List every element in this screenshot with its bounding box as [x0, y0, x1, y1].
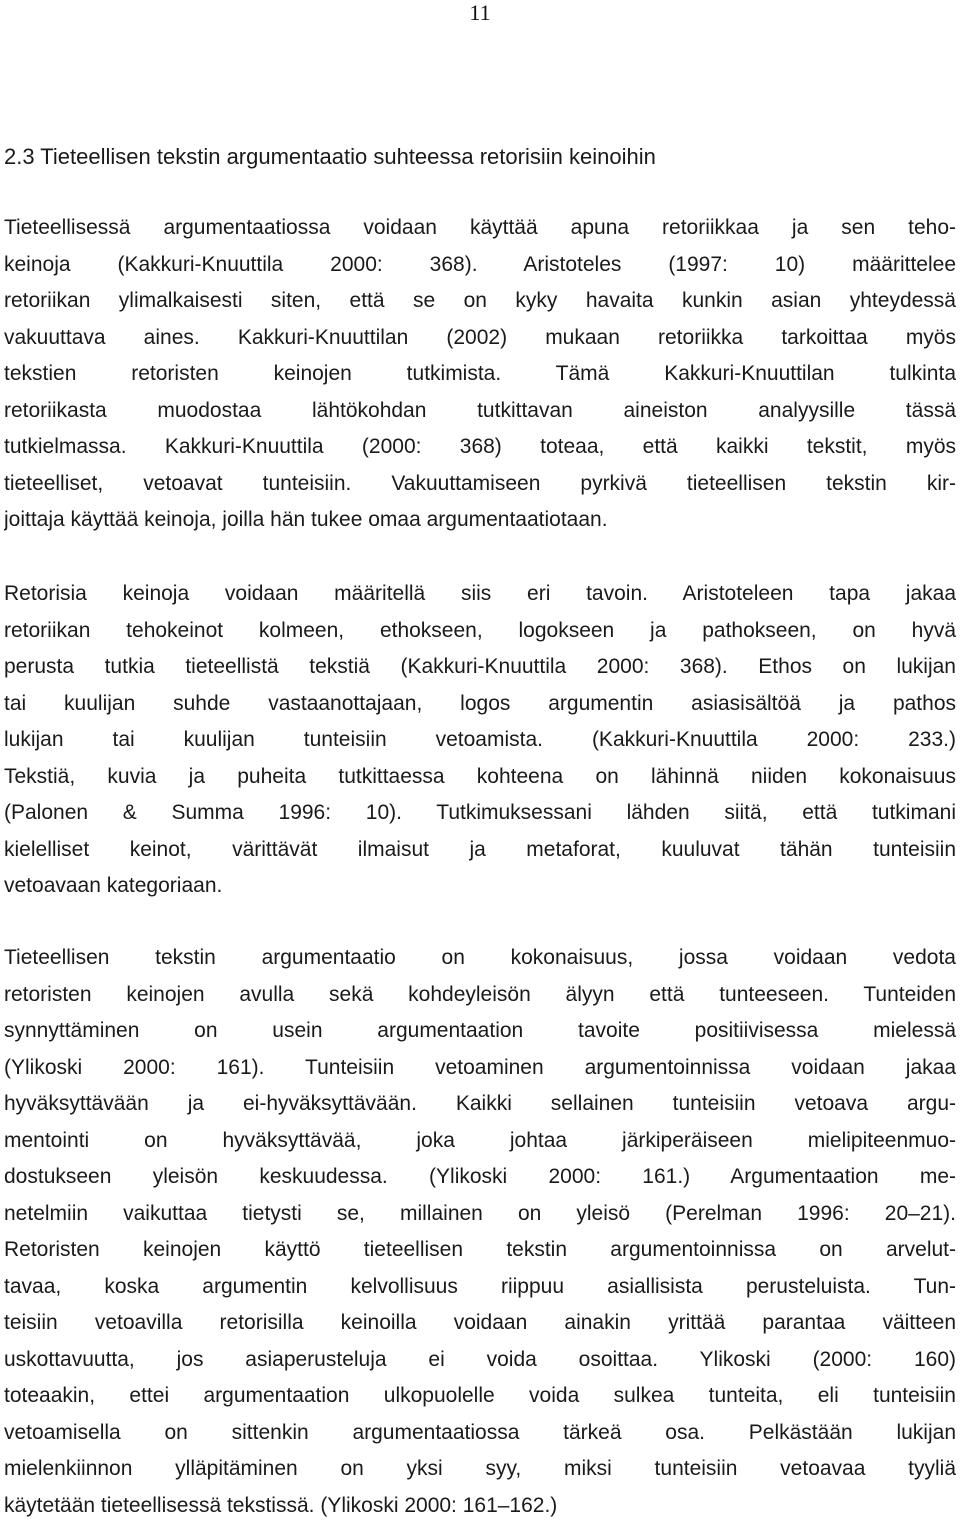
paragraph-line: tutkielmassa. Kakkuri-Knuuttila (2000: 368) toteaa, että kaikki tekstit, myös: [4, 435, 956, 458]
paragraph-line: Tieteellisen tekstin argumentaatio on kokonaisuus, jossa voidaan vedota: [4, 946, 956, 969]
paragraph-line: mielenkiinnon ylläpitäminen on yksi syy, miksi tunteisiin vetoavaa tyyliä: [4, 1457, 956, 1480]
section-heading: 2.3 Tieteellisen tekstin argumentaatio suhteessa retorisiin keinoihin: [4, 144, 656, 169]
paragraph-line: lukijan tai kuulijan tunteisiin vetoamista. (Kakkuri-Knuuttila 2000: 233.): [4, 728, 956, 751]
paragraph-line: retoriikasta muodostaa lähtökohdan tutkittavan aineiston analyysille tässä: [4, 398, 956, 422]
paragraph-line: mentointi on hyväksyttävää, joka johtaa järkiperäiseen mielipiteenmuo-: [4, 1128, 956, 1152]
paragraph-line: netelmiin vaikuttaa tietysti se, millainen on yleisö (Perelman 1996: 20–21).: [4, 1201, 956, 1225]
paragraph-line: retoristen keinojen avulla sekä kohdeyleisön älyyn että tunteeseen. Tunteiden: [4, 982, 956, 1006]
paragraph-1: [4, 210, 956, 539]
paragraph-line: toteaakin, ettei argumentaation ulkopuolelle voida sulkea tunteita, eli tunteisiin: [4, 1384, 956, 1407]
paragraph-line: tavaa, koska argumentin kelvollisuus riippuu asiallisista perusteluista. Tun-: [4, 1274, 956, 1298]
page-number: 11: [469, 0, 491, 25]
paragraph-line: käytetään tieteellisessä tekstissä. (Ylikoski 2000: 161–162.): [4, 1493, 558, 1517]
paragraph-line: (Palonen & Summa 1996: 10). Tutkimuksessani lähden siitä, että tutkimani: [4, 801, 956, 824]
paragraph-line: hyväksyttävään ja ei-hyväksyttävään. Kaikki sellainen tunteisiin vetoava argu-: [4, 1092, 956, 1115]
paragraph-line: Tieteellisessä argumentaatiossa voidaan käyttää apuna retoriikkaa ja sen teho-: [4, 216, 956, 239]
paragraph-line: dostukseen yleisön keskuudessa. (Ylikoski 2000: 161.) Argumentaation me-: [4, 1165, 956, 1188]
paragraph-line: Retorisia keinoja voidaan määritellä siis eri tavoin. Aristoteleen tapa jakaa: [4, 582, 956, 605]
paragraph-line: vetoavaan kategoriaan.: [4, 874, 223, 897]
paragraph-2: [4, 576, 956, 905]
paragraph-line: tai kuulijan suhde vastaanottajaan, logos argumentin asiasisältöä ja pathos: [4, 691, 956, 715]
paragraph-line: (Ylikoski 2000: 161). Tunteisiin vetoaminen argumentoinnissa voidaan jakaa: [4, 1055, 956, 1079]
paragraph-line: kielelliset keinot, värittävät ilmaisut ja metaforat, kuuluvat tähän tunteisiin: [4, 837, 956, 861]
paragraph-line: uskottavuutta, jos asiaperusteluja ei voida osoittaa. Ylikoski (2000: 160): [4, 1347, 956, 1371]
paragraph-line: Retoristen keinojen käyttö tieteellisen tekstin argumentoinnissa on arvelut-: [4, 1238, 956, 1261]
paragraph-line: Tekstiä, kuvia ja puheita tutkittaessa kohteena on lähinnä niiden kokonaisuus: [4, 764, 956, 788]
paragraph-line: vakuuttava aines. Kakkuri-Knuuttilan (2002) mukaan retoriikka tarkoittaa myös: [4, 325, 956, 349]
paragraph-line: vetoamisella on sittenkin argumentaatiossa tärkeä osa. Pelkästään lukijan: [4, 1420, 956, 1444]
paragraph-line: synnyttäminen on usein argumentaation tavoite positiivisessa mielessä: [4, 1019, 956, 1042]
paragraph-line: tekstien retoristen keinojen tutkimista. Tämä Kakkuri-Knuuttilan tulkinta: [4, 362, 956, 385]
paragraph-line: perusta tutkia tieteellistä tekstiä (Kakkuri-Knuuttila 2000: 368). Ethos on lukijan: [4, 655, 956, 678]
paragraph-line: tieteelliset, vetoavat tunteisiin. Vakuuttamiseen pyrkivä tieteellisen tekstin kir-: [4, 471, 956, 495]
paragraph-line: joittaja käyttää keinoja, joilla hän tukee omaa argumentaatiotaan.: [4, 508, 608, 531]
paragraph-line: teisiin vetoavilla retorisilla keinoilla voidaan ainakin yrittää parantaa väitteen: [4, 1311, 956, 1334]
paragraph-line: keinoja (Kakkuri-Knuuttila 2000: 368). Aristoteles (1997: 10) määrittelee: [4, 252, 956, 276]
paragraph-line: retoriikan tehokeinot kolmeen, ethokseen, logokseen ja pathokseen, on hyvä: [4, 618, 956, 642]
paragraph-3: [4, 940, 956, 1524]
paragraph-line: retoriikan ylimalkaisesti siten, että se on kyky havaita kunkin asian yhteydessä: [4, 289, 956, 312]
